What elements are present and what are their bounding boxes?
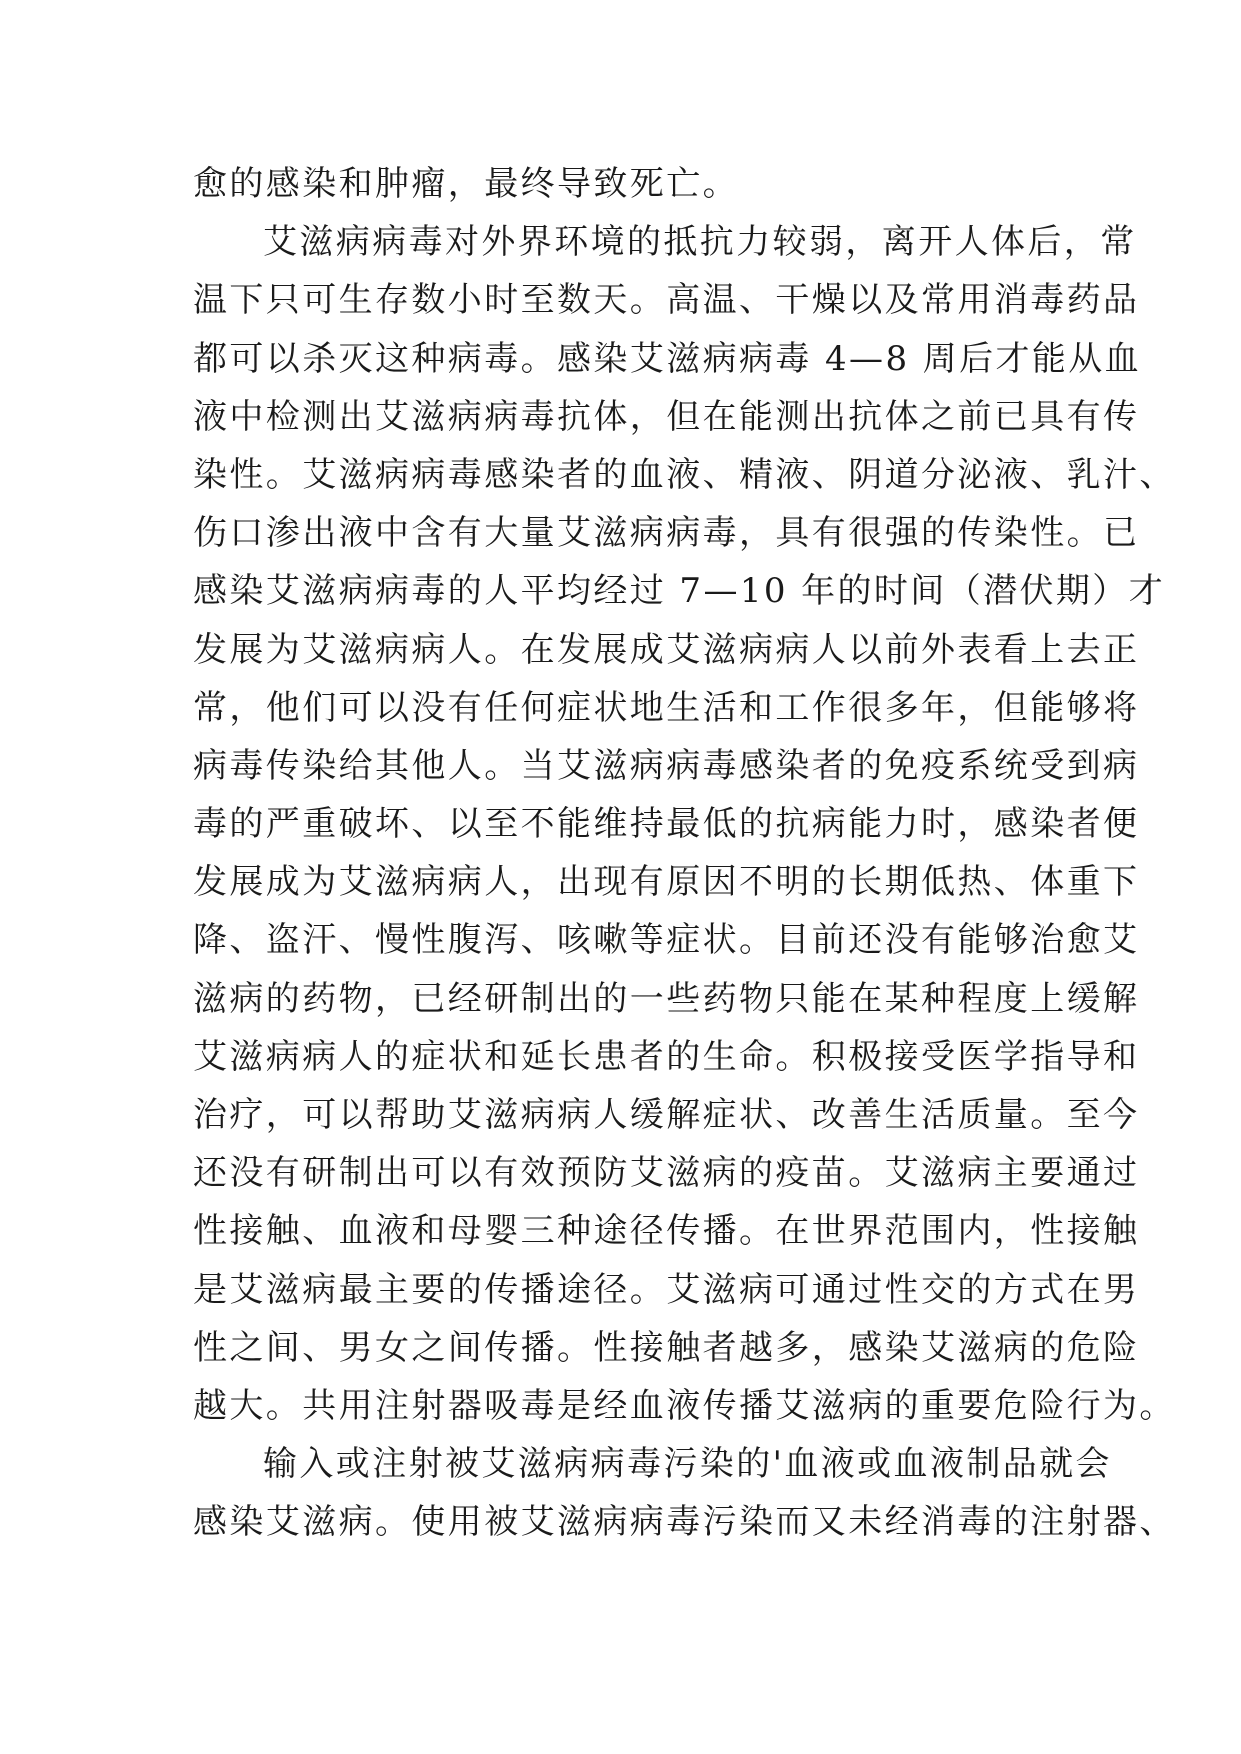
text-line: 病毒传染给其他人。当艾滋病病毒感染者的免疫系统受到病 <box>193 745 1140 786</box>
text-line: 输入或注射被艾滋病病毒污染的'血液或血液制品就会 <box>263 1444 1112 1485</box>
text-line: 愈的感染和肿瘤，最终导致死亡。 <box>193 164 739 204</box>
text-line: 常，他们可以没有任何症状地生活和工作很多年，但能够将 <box>193 687 1140 728</box>
text-line: 感染艾滋病病毒的人平均经过 7—10 年的时间（潜伏期）才 <box>193 571 1166 612</box>
text-line: 是艾滋病最主要的传播途径。艾滋病可通过性交的方式在男 <box>193 1269 1140 1310</box>
text-line: 艾滋病病人的症状和延长患者的生命。积极接受医学指导和 <box>193 1036 1140 1077</box>
text-line: 发展为艾滋病病人。在发展成艾滋病病人以前外表看上去正 <box>193 629 1140 670</box>
text-line: 艾滋病病毒对外界环境的抵抗力较弱，离开人体后，常 <box>263 222 1137 263</box>
text-line: 还没有研制出可以有效预防艾滋病的疫苗。艾滋病主要通过 <box>193 1153 1140 1194</box>
body-text <box>193 155 1176 1552</box>
text-line: 发展成为艾滋病病人，出现有原因不明的长期低热、体重下 <box>193 862 1140 903</box>
text-line: 感染艾滋病。使用被艾滋病病毒污染而又未经消毒的注射器、 <box>193 1502 1176 1543</box>
text-line: 温下只可生存数小时至数天。高温、干燥以及常用消毒药品 <box>193 280 1140 321</box>
text-line: 降、盗汗、慢性腹泻、咳嗽等症状。目前还没有能够治愈艾 <box>193 920 1140 961</box>
text-line: 染性。艾滋病病毒感染者的血液、精液、阴道分泌液、乳汁、 <box>193 454 1176 495</box>
text-line: 都可以杀灭这种病毒。感染艾滋病病毒 4—8 周后才能从血 <box>193 338 1142 379</box>
text-line: 越大。共用注射器吸毒是经血液传播艾滋病的重要危险行为。 <box>193 1385 1176 1426</box>
text-line: 液中检测出艾滋病病毒抗体，但在能测出抗体之前已具有传 <box>193 396 1140 437</box>
text-line: 治疗，可以帮助艾滋病病人缓解症状、改善生活质量。至今 <box>193 1095 1140 1135</box>
text-line: 滋病的药物，已经研制出的一些药物只能在某种程度上缓解 <box>193 978 1140 1019</box>
text-line: 性之间、男女之间传播。性接触者越多，感染艾滋病的危险 <box>193 1327 1140 1368</box>
text-line: 性接触、血液和母婴三种途径传播。在世界范围内，性接触 <box>193 1211 1140 1252</box>
text-line: 伤口渗出液中含有大量艾滋病病毒，具有很强的传染性。已 <box>193 513 1140 554</box>
text-line: 毒的严重破坏、以至不能维持最低的抗病能力时，感染者便 <box>193 804 1140 845</box>
